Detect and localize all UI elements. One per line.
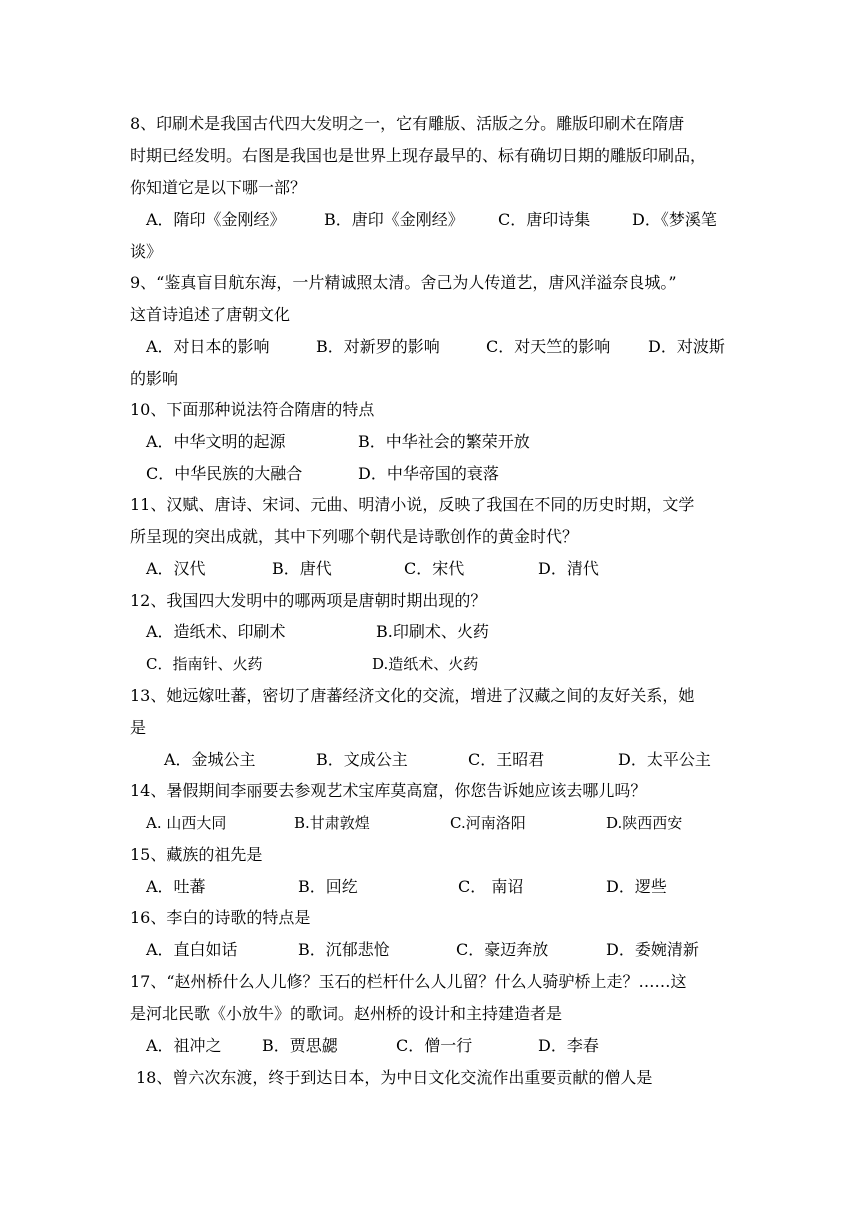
q11-stem-line-1: 11、汉赋、唐诗、宋词、元曲、明清小说，反映了我国在不同的历史时期，文学 (130, 495, 695, 514)
q11-option-d: D．清代 (538, 559, 599, 578)
q8-option-d-wrap: 谈》 (130, 242, 163, 261)
q13-stem-line-2: 是 (130, 718, 147, 737)
q8-stem-line-2: 时期已经发明。右图是我国也是世界上现存最早的、标有确切日期的雕版印刷品， (130, 146, 707, 165)
q10-option-d: D．中华帝国的衰落 (358, 464, 499, 483)
q12-stem: 12、我国四大发明中的哪两项是唐朝时期出现的？ (130, 591, 487, 610)
q14-option-b: B.甘肃敦煌 (294, 814, 370, 832)
q16-option-c: C．豪迈奔放 (456, 940, 549, 959)
q15-option-d: D．逻些 (606, 877, 667, 896)
q8-option-a: A．隋印《金刚经》 (146, 210, 286, 229)
q13-stem-line-1: 13、她远嫁吐蕃，密切了唐蕃经济文化的交流，增进了汉藏之间的友好关系，她 (130, 686, 695, 705)
q10-stem: 10、下面那种说法符合隋唐的特点 (130, 400, 375, 419)
q9-option-a: A．对日本的影响 (146, 337, 270, 356)
q12-option-a: A．造纸术、印刷术 (146, 622, 286, 641)
q13-option-a: A．金城公主 (164, 750, 256, 769)
q8-stem-line-3: 你知道它是以下哪一部？ (130, 178, 307, 197)
q9-option-b: B．对新罗的影响 (316, 337, 440, 356)
q9-stem-line-2: 这首诗追述了唐朝文化 (130, 305, 291, 324)
q9-stem-line-1: 9、“鉴真盲目航东海，一片精诚照太清。舍己为人传道艺，唐风洋溢奈良城。” (130, 273, 677, 292)
q16-option-a: A．直白如话 (146, 940, 238, 959)
q15-option-b: B．回纥 (298, 877, 358, 896)
q17-option-c: C．僧一行 (396, 1036, 473, 1055)
q13-option-c: C．王昭君 (468, 750, 545, 769)
q17-option-b: B．贾思勰 (262, 1036, 338, 1055)
q8-option-b: B．唐印《金刚经》 (324, 210, 464, 229)
q16-option-d: D．委婉清新 (606, 940, 699, 959)
q8-option-c: C．唐印诗集 (498, 210, 591, 229)
q8-stem-line-1 (130, 113, 730, 135)
q11-option-b: B．唐代 (272, 559, 332, 578)
q12-option-c: C．指南针、火药 (146, 655, 263, 673)
q14-option-a: A. 山西大同 (146, 814, 227, 832)
q16-option-b: B．沉郁悲怆 (298, 940, 390, 959)
q12-option-b: B.印刷术、火药 (376, 622, 489, 641)
q9-option-d: D．对波斯 (648, 337, 725, 356)
q12-option-d: D.造纸术、火药 (372, 655, 479, 673)
q13-option-b: B．文成公主 (316, 750, 408, 769)
q17-stem-line-1: 17、“赵州桥什么人儿修？玉石的栏杆什么人儿留？什么人骑驴桥上走？……这 (130, 972, 687, 991)
q14-option-c: C.河南洛阳 (450, 814, 526, 832)
q17-option-a: A．祖冲之 (146, 1036, 222, 1055)
q17-stem-line-2: 是河北民歌《小放牛》的歌词。赵州桥的设计和主持建造者是 (130, 1004, 563, 1023)
q10-option-a: A．中华文明的起源 (146, 432, 286, 451)
q15-stem: 15、藏族的祖先是 (130, 845, 263, 864)
q15-option-c: C． 南诏 (458, 877, 524, 896)
q9-option-c: C．对天竺的影响 (486, 337, 611, 356)
q10-option-b: B．中华社会的繁荣开放 (358, 432, 530, 451)
q8-option-d: D．《梦溪笔 (632, 210, 717, 229)
q13-option-d: D．太平公主 (618, 750, 711, 769)
q16-stem: 16、李白的诗歌的特点是 (130, 908, 311, 927)
q10-option-c: C．中华民族的大融合 (146, 464, 303, 483)
q11-option-c: C．宋代 (404, 559, 465, 578)
q18-stem: 18、曾六次东渡，终于到达日本，为中日文化交流作出重要贡献的僧人是 (136, 1068, 653, 1087)
q15-option-a: A．吐蕃 (146, 877, 206, 896)
q17-option-d: D．李春 (538, 1036, 599, 1055)
q9-option-d-wrap: 的影响 (130, 369, 179, 388)
q11-stem-line-2: 所呈现的突出成就，其中下列哪个朝代是诗歌创作的黄金时代？ (130, 527, 579, 546)
q8-stem-text-1: 8、印刷术是我国古代四大发明之一，它有雕版、活版之分。雕版印刷术在隋唐 (130, 114, 685, 133)
q14-option-d: D.陕西西安 (606, 814, 683, 832)
q14-stem: 14、暑假期间李丽要去参观艺术宝库莫高窟，你您告诉她应该去哪儿吗？ (130, 781, 647, 800)
q11-option-a: A．汉代 (146, 559, 206, 578)
